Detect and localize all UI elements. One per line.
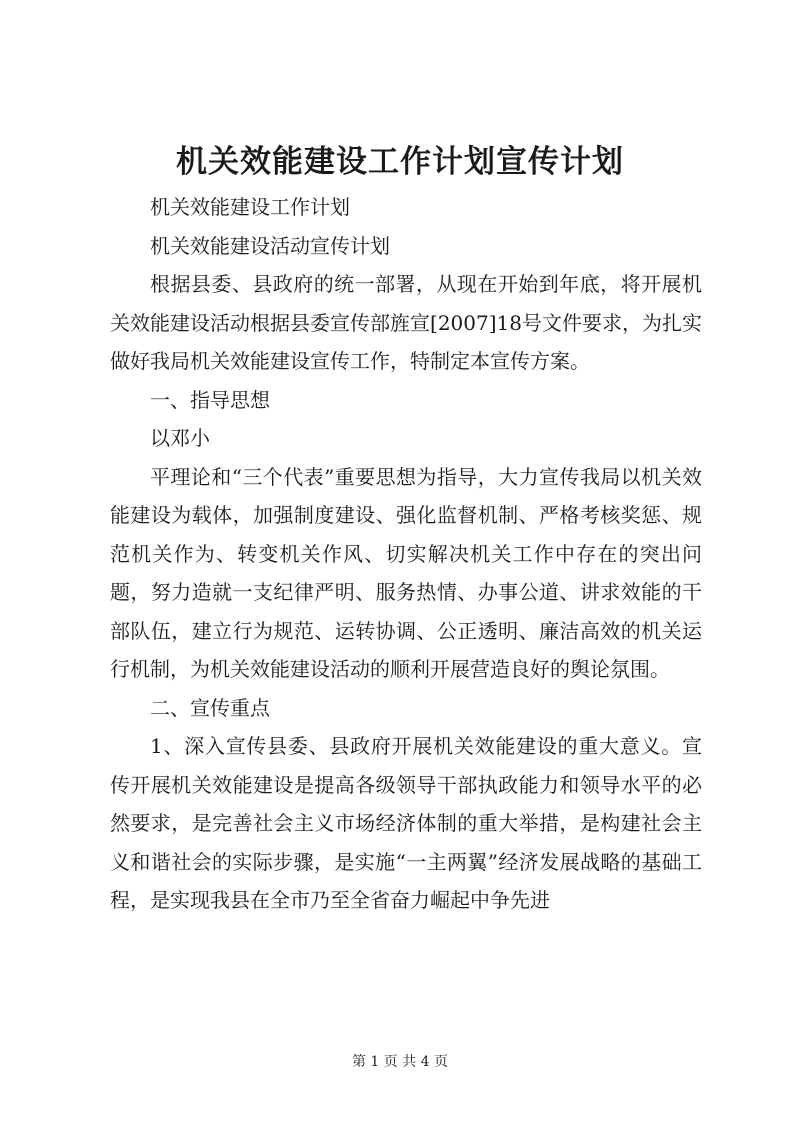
document-body — [110, 188, 702, 920]
document-title: 机关效能建设工作计划宣传计划 — [176, 144, 624, 180]
paragraph-intro: 根据县委、县政府的统一部署，从现在开始到年底，将开展机关效能建设活动根据县委宣传部旌宣[2007]18号文件要求，为扎实做好我局机关效能建设宣传工作，特制定本宣传方案。 — [110, 272, 702, 373]
paragraph-fragment: 以邓小 — [150, 426, 210, 450]
paragraph-guiding-thought: 平理论和“三个代表”重要思想为指导，大力宣传我局以机关效能建设为载体，加强制度建设、强化监督机制、严格考核奖惩、规范机关作为、转变机关作风、切实解决机关工作中存在的突出问题，努力造就一支纪律严明、服务热情、办事公道、讲求效能的干部队伍，建立行为规范、运转协调、公正透明、廉洁高效的机关运行机制，为机关效能建设活动的顺利开展营造良好的舆论氛围。 — [110, 464, 702, 681]
section-heading-publicity-focus: 二、宣传重点 — [150, 695, 270, 720]
paragraph-subtitle-publicity: 机关效能建设活动宣传计划 — [150, 233, 390, 258]
paragraph-subtitle-plan: 机关效能建设工作计划 — [150, 195, 350, 219]
section-heading-guiding-thought: 一、指导思想 — [150, 387, 270, 412]
paragraph-focus-1: 1、深入宣传县委、县政府开展机关效能建设的重大意义。宣传开展机关效能建设是提高各级领导干部执政能力和领导水平的必然要求，是完善社会主义市场经济体制的重大举措，是构建社会主义和谐社会的实际步骤，是实施“一主两翼”经济发展战略的基础工程，是实现我县在全市乃至全省奋力崛起中争先进 — [110, 734, 702, 912]
page-footer: 第 1 页 共 4 页 — [351, 1054, 449, 1070]
